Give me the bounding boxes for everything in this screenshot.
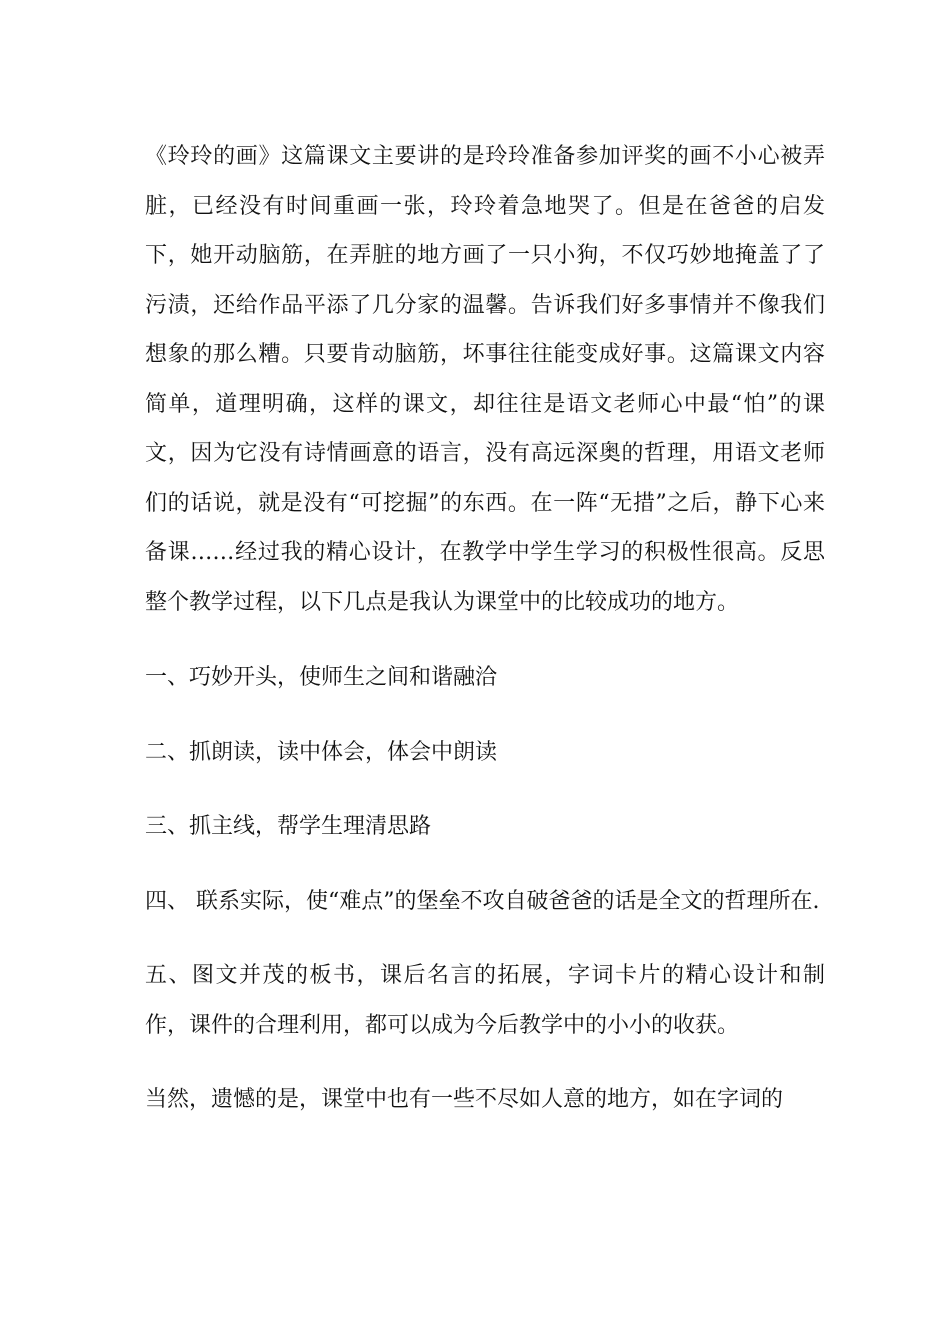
- document-page: [145, 132, 825, 1125]
- point-three: 三、抓主线，帮学生理清思路: [145, 814, 432, 839]
- point-two: 二、抓朗读，读中体会，体会中朗读: [145, 739, 498, 765]
- point-five: 五、图文并茂的板书，课后名言的拓展，字词卡片的精心设计和制作，课件的合理利用，都可以成为今后教学中的小小的收获。: [145, 963, 825, 1038]
- point-four: 四、 联系实际，使“难点”的堡垒不攻自破爸爸的话是全文的哲理所在.: [145, 888, 820, 914]
- intro-paragraph: 《玲玲的画》这篇课文主要讲的是玲玲准备参加评奖的画不小心被弄脏，已经没有时间重画一张，玲玲着急地哭了。但是在爸爸的启发下，她开动脑筋，在弄脏的地方画了一只小狗，不仅巧妙地掩盖了了污渍，还给作品平添了几分家的温馨。告诉我们好多事情并不像我们想象的那么糟。只要肯动脑筋，坏事往往能变成好事。这篇课文内容简单，道理明确，这样的课文，却往往是语文老师心中最“怕”的课文，因为它没有诗情画意的语言，没有高远深奥的哲理，用语文老师们的话说，就是没有“可挖掘”的东西。在一阵“无措”之后，静下心来备课……经过我的精心设计，在教学中学生学习的积极性很高。反思整个教学过程，以下几点是我认为课堂中的比较成功的地方。: [145, 144, 825, 615]
- closing-paragraph: 当然，遗憾的是，课堂中也有一些不尽如人意的地方，如在字词的: [145, 1087, 784, 1112]
- point-one: 一、巧妙开头，使师生之间和谐融洽: [145, 665, 498, 690]
